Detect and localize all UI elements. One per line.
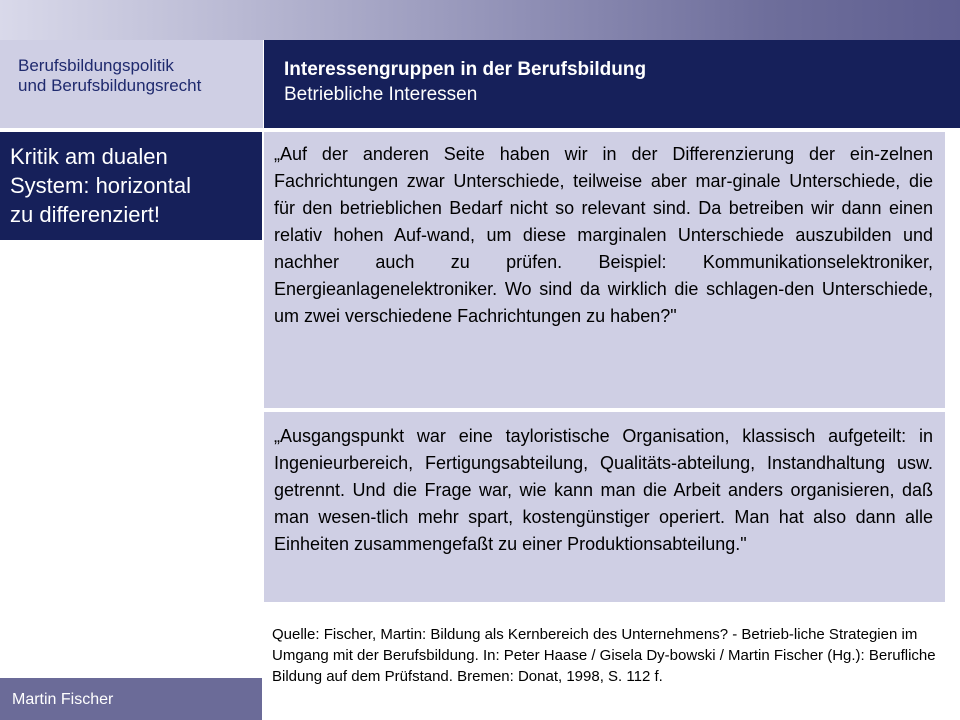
topic-box bbox=[0, 132, 262, 240]
course-title-line-1: Berufsbildungspolitik bbox=[18, 56, 174, 75]
topic-line-2: System: horizontal bbox=[10, 173, 191, 198]
course-title-box bbox=[0, 40, 263, 128]
quote-block-2: „Ausgangspunkt war eine tayloristische Organisation, klassisch aufgeteilt: in Ingenieurbereich, Fertigungsabteilung, Qualitäts-abteilung, Instandhaltung usw. getrennt. Und die Frage war, wie kann man die Arbeit anders organisieren, daß man wesen-tlich mehr spart, kostengünstiger operiert. Man hat also dann alle Einheiten zusammengefaßt zu einer Produktionsabteilung." bbox=[264, 412, 945, 602]
slide-subtitle: Betriebliche Interessen bbox=[284, 84, 478, 105]
slide-title: Interessengruppen in der Berufsbildung bbox=[284, 59, 647, 80]
quote-block-1: „Auf der anderen Seite haben wir in der Differenzierung der ein-zelnen Fachrichtungen zwar Unterschiede, teilweise aber mar-ginale Unterschiede, die für den betrieblichen Bedarf nicht so relevant sind. Da betreiben wir dann einen relativ hohen Auf-wand, um diese marginalen Unterschiede auszubilden und nachher auch zu prüfen. Beispiel: Kommunikationselektroniker, Energieanlagenelektroniker. Wo sind da wirklich die schlagen-den Unterschiede, um zwei verschiedene Fachrichtungen zu haben?" bbox=[264, 132, 945, 408]
course-title bbox=[18, 56, 201, 96]
topic-heading bbox=[10, 142, 191, 229]
author-name: Martin Fischer bbox=[12, 691, 114, 708]
author-box bbox=[0, 678, 262, 720]
top-gradient-band bbox=[0, 0, 960, 40]
source-citation: Quelle: Fischer, Martin: Bildung als Kernbereich des Unternehmens? - Betrieb-liche Strategien im Umgang mit der Berufsbildung. In: Peter Haase / Gisela Dy-bowski / Martin Fischer (Hg.): Berufliche Bildung auf dem Prüfstand. Bremen: Donat, 1998, S. 112 f. bbox=[272, 626, 936, 685]
topic-line-3: zu differenziert! bbox=[10, 202, 161, 227]
course-title-line-2: und Berufsbildungsrecht bbox=[18, 76, 202, 95]
topic-line-1: Kritik am dualen bbox=[10, 144, 168, 169]
slide-header bbox=[264, 40, 960, 128]
